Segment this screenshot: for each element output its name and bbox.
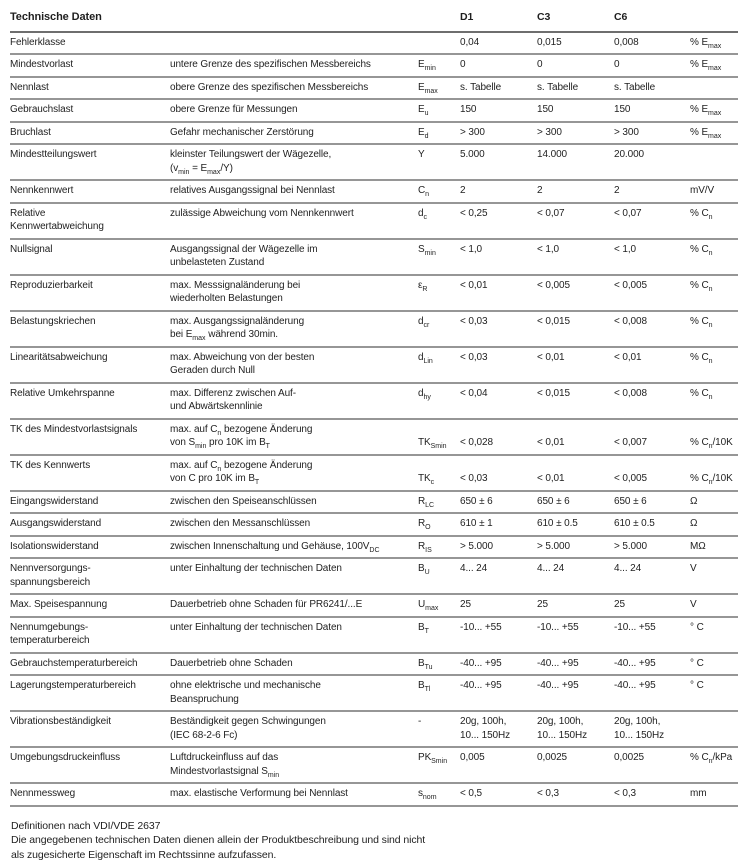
cell-c3: 150	[537, 99, 614, 122]
cell-c6: < 0,01	[614, 347, 690, 383]
cell-desc: unter Einhaltung der technischen Daten	[170, 558, 418, 594]
page-title: Technische Daten	[10, 7, 170, 32]
cell-c3: < 0,01	[537, 419, 614, 455]
table-row	[10, 383, 738, 419]
cell-d1: 2	[460, 180, 537, 203]
cell-c3: < 0,01	[537, 455, 614, 491]
table-row	[10, 455, 738, 491]
cell-name: Belastungskriechen	[10, 311, 170, 347]
cell-c6: 20g, 100h, 10... 150Hz	[614, 711, 690, 747]
footnote-disclaimer-line1: Die angegebenen technischen Daten dienen allein der Produktbeschreibung und sind nicht	[11, 833, 737, 848]
table-row	[10, 675, 738, 711]
cell-d1: 4... 24	[460, 558, 537, 594]
cell-d1: > 5.000	[460, 536, 537, 559]
cell-desc: kleinster Teilungswert der Wägezelle, $(v_{min} = E_{max}/Y)$	[170, 144, 418, 180]
cell-unit: % $C_n$	[690, 275, 738, 311]
cell-d1: < 0,03	[460, 347, 537, 383]
cell-name: Nennkennwert	[10, 180, 170, 203]
cell-symbol: $S_{min}$	[418, 239, 460, 275]
cell-unit: Ω	[690, 513, 738, 536]
cell-name: Nennumgebungs- temperaturbereich	[10, 617, 170, 653]
cell-desc: obere Grenze für Messungen	[170, 99, 418, 122]
cell-symbol: $d_{cr}$	[418, 311, 460, 347]
cell-desc: ohne elektrische und mechanische Beanspruchung	[170, 675, 418, 711]
cell-c6: < 0,005	[614, 275, 690, 311]
cell-unit	[690, 711, 738, 747]
cell-unit: % $E_{max}$	[690, 99, 738, 122]
cell-d1: -40... +95	[460, 653, 537, 676]
cell-symbol: $PK_{Smin}$	[418, 747, 460, 783]
cell-d1: < 0,04	[460, 383, 537, 419]
cell-d1: 610 ± 1	[460, 513, 537, 536]
cell-name: Bruchlast	[10, 122, 170, 145]
cell-name: Nullsignal	[10, 239, 170, 275]
cell-symbol: $B_{Tu}$	[418, 653, 460, 676]
header-spacer-symbol	[418, 7, 460, 32]
cell-c3: s. Tabelle	[537, 77, 614, 100]
cell-c6: < 0,008	[614, 311, 690, 347]
cell-d1: 0	[460, 54, 537, 77]
cell-symbol: $C_n$	[418, 180, 460, 203]
cell-desc: max. Differenz zwischen Auf- und Abwärtskennlinie	[170, 383, 418, 419]
cell-desc: Ausgangssignal der Wägezelle im unbelasteten Zustand	[170, 239, 418, 275]
cell-c6: 150	[614, 99, 690, 122]
cell-c3: 0,015	[537, 32, 614, 55]
cell-desc: relatives Ausgangssignal bei Nennlast	[170, 180, 418, 203]
cell-unit: % $C_n/10K$	[690, 455, 738, 491]
cell-c6: 25	[614, 594, 690, 617]
cell-c6: < 0,007	[614, 419, 690, 455]
table-row	[10, 54, 738, 77]
cell-c3: -40... +95	[537, 675, 614, 711]
table-row	[10, 783, 738, 806]
table-row	[10, 77, 738, 100]
cell-desc: zulässige Abweichung vom Nennkennwert	[170, 203, 418, 239]
cell-c3: < 0,01	[537, 347, 614, 383]
cell-unit: % $C_n$	[690, 239, 738, 275]
footnote-disclaimer-line2: als zugesicherte Eigenschaft im Rechtssinne aufzufassen.	[11, 848, 737, 862]
cell-symbol: $s_{nom}$	[418, 783, 460, 806]
table-row	[10, 180, 738, 203]
cell-d1: < 0,25	[460, 203, 537, 239]
cell-unit: ° C	[690, 617, 738, 653]
cell-c6: 650 ± 6	[614, 491, 690, 514]
cell-desc	[170, 32, 418, 55]
cell-c6: 0	[614, 54, 690, 77]
table-row	[10, 144, 738, 180]
cell-d1: < 0,03	[460, 455, 537, 491]
cell-c6: < 0,07	[614, 203, 690, 239]
cell-c3: < 0,07	[537, 203, 614, 239]
table-row	[10, 275, 738, 311]
table-row	[10, 747, 738, 783]
cell-name: Mindestvorlast	[10, 54, 170, 77]
footnote-definitions: Definitionen nach VDI/VDE 2637	[11, 819, 737, 834]
cell-unit: % $C_n/10K$	[690, 419, 738, 455]
header-spacer-description	[170, 7, 418, 32]
cell-name: Nennversorgungs- spannungsbereich	[10, 558, 170, 594]
cell-c6: -40... +95	[614, 653, 690, 676]
column-header-c3: C3	[537, 7, 614, 32]
technical-data-table	[10, 7, 738, 807]
table-row	[10, 536, 738, 559]
cell-name: Gebrauchslast	[10, 99, 170, 122]
table-row	[10, 311, 738, 347]
cell-c6: > 300	[614, 122, 690, 145]
column-header-c6: C6	[614, 7, 690, 32]
cell-name: TK des Kennwerts	[10, 455, 170, 491]
cell-desc: Dauerbetrieb ohne Schaden für PR6241/...E	[170, 594, 418, 617]
cell-name: Relative Umkehrspanne	[10, 383, 170, 419]
cell-c6: < 0,005	[614, 455, 690, 491]
cell-c3: < 0,3	[537, 783, 614, 806]
cell-desc: unter Einhaltung der technischen Daten	[170, 617, 418, 653]
cell-desc: Gefahr mechanischer Zerstörung	[170, 122, 418, 145]
cell-c3: -10... +55	[537, 617, 614, 653]
cell-symbol: $\varepsilon_R$	[418, 275, 460, 311]
cell-desc: obere Grenze des spezifischen Messbereichs	[170, 77, 418, 100]
cell-c3: 4... 24	[537, 558, 614, 594]
cell-c3: 610 ± 0.5	[537, 513, 614, 536]
cell-symbol: $E_{min}$	[418, 54, 460, 77]
cell-d1: 25	[460, 594, 537, 617]
cell-symbol: $B_U$	[418, 558, 460, 594]
cell-c6: < 1,0	[614, 239, 690, 275]
cell-unit: ° C	[690, 653, 738, 676]
cell-d1: < 0,5	[460, 783, 537, 806]
cell-symbol: $U_{max}$	[418, 594, 460, 617]
cell-unit: % $C_n$/kPa	[690, 747, 738, 783]
cell-symbol: $E_{max}$	[418, 77, 460, 100]
cell-d1: -40... +95	[460, 675, 537, 711]
cell-c6: 0,008	[614, 32, 690, 55]
cell-c3: 25	[537, 594, 614, 617]
cell-d1: 650 ± 6	[460, 491, 537, 514]
cell-c3: < 0,005	[537, 275, 614, 311]
cell-symbol: $d_{hy}$	[418, 383, 460, 419]
cell-desc: Dauerbetrieb ohne Schaden	[170, 653, 418, 676]
cell-name: Fehlerklasse	[10, 32, 170, 55]
cell-c3: -40... +95	[537, 653, 614, 676]
cell-unit: % $E_{max}$	[690, 122, 738, 145]
cell-d1: < 0,028	[460, 419, 537, 455]
cell-symbol	[418, 32, 460, 55]
table-row	[10, 122, 738, 145]
cell-c6: < 0,008	[614, 383, 690, 419]
cell-unit: Ω	[690, 491, 738, 514]
cell-symbol: $B_T$	[418, 617, 460, 653]
cell-name: Eingangswiderstand	[10, 491, 170, 514]
cell-c3: 0,0025	[537, 747, 614, 783]
cell-unit: % $C_n$	[690, 203, 738, 239]
cell-desc: max. auf $C_n$ bezogene Änderung von C pro 10K im $B_T$	[170, 455, 418, 491]
cell-desc: zwischen den Messanschlüssen	[170, 513, 418, 536]
cell-c3: 650 ± 6	[537, 491, 614, 514]
cell-c6: s. Tabelle	[614, 77, 690, 100]
cell-d1: 20g, 100h, 10... 150Hz	[460, 711, 537, 747]
cell-d1: s. Tabelle	[460, 77, 537, 100]
cell-desc: max. Messsignaländerung bei wiederholten Belastungen	[170, 275, 418, 311]
cell-c6: 4... 24	[614, 558, 690, 594]
cell-desc: max. Abweichung von der besten Geraden durch Null	[170, 347, 418, 383]
footnote	[11, 819, 737, 862]
cell-unit: mV/V	[690, 180, 738, 203]
cell-c3: < 1,0	[537, 239, 614, 275]
cell-symbol: $E_u$	[418, 99, 460, 122]
table-body	[10, 32, 738, 806]
cell-c6: 20.000	[614, 144, 690, 180]
table-row	[10, 617, 738, 653]
cell-c6: 0,0025	[614, 747, 690, 783]
cell-unit: mm	[690, 783, 738, 806]
header-spacer-unit	[690, 7, 738, 32]
cell-c3: 14.000	[537, 144, 614, 180]
cell-unit: % $E_{max}$	[690, 54, 738, 77]
cell-symbol: $d_{Lin}$	[418, 347, 460, 383]
cell-c3: < 0,015	[537, 311, 614, 347]
cell-name: Reproduzierbarkeit	[10, 275, 170, 311]
cell-desc: Luftdruckeinfluss auf das Mindestvorlastsignal $S_{min}$	[170, 747, 418, 783]
table-header-row	[10, 7, 738, 32]
cell-c6: -10... +55	[614, 617, 690, 653]
table-row	[10, 653, 738, 676]
table-row	[10, 711, 738, 747]
table-row	[10, 594, 738, 617]
cell-c6: 2	[614, 180, 690, 203]
cell-c6: < 0,3	[614, 783, 690, 806]
cell-desc: Beständigkeit gegen Schwingungen (IEC 68-2-6 Fc)	[170, 711, 418, 747]
cell-unit: % $E_{max}$	[690, 32, 738, 55]
cell-symbol: $TK_c$	[418, 455, 460, 491]
cell-unit: % $C_n$	[690, 311, 738, 347]
cell-name: Nennmessweg	[10, 783, 170, 806]
cell-symbol: $E_d$	[418, 122, 460, 145]
cell-desc: max. Ausgangssignaländerung bei $E_{max}$ während 30min.	[170, 311, 418, 347]
cell-name: Gebrauchstemperaturbereich	[10, 653, 170, 676]
cell-c3: 0	[537, 54, 614, 77]
cell-unit: % $C_n$	[690, 347, 738, 383]
cell-name: Mindestteilungswert	[10, 144, 170, 180]
cell-d1: < 0,03	[460, 311, 537, 347]
cell-unit	[690, 77, 738, 100]
cell-c6: > 5.000	[614, 536, 690, 559]
table-row	[10, 203, 738, 239]
cell-desc: zwischen den Speiseanschlüssen	[170, 491, 418, 514]
cell-unit: ° C	[690, 675, 738, 711]
cell-name: Relative Kennwertabweichung	[10, 203, 170, 239]
cell-symbol: $R_O$	[418, 513, 460, 536]
table-row	[10, 419, 738, 455]
cell-unit: V	[690, 594, 738, 617]
table-row	[10, 491, 738, 514]
cell-d1: > 300	[460, 122, 537, 145]
table-row	[10, 347, 738, 383]
cell-symbol: $R_{LC}$	[418, 491, 460, 514]
cell-desc: max. elastische Verformung bei Nennlast	[170, 783, 418, 806]
cell-c3: < 0,015	[537, 383, 614, 419]
cell-desc: max. auf $C_n$ bezogene Änderung von $S_{min}$ pro 10K im $B_T$	[170, 419, 418, 455]
cell-name: Umgebungsdruckeinfluss	[10, 747, 170, 783]
cell-d1: 5.000	[460, 144, 537, 180]
table-row	[10, 513, 738, 536]
cell-c3: 2	[537, 180, 614, 203]
cell-name: Isolationswiderstand	[10, 536, 170, 559]
table-row	[10, 239, 738, 275]
cell-c3: > 300	[537, 122, 614, 145]
cell-unit: V	[690, 558, 738, 594]
cell-desc: zwischen Innenschaltung und Gehäuse, $100V_{DC}$	[170, 536, 418, 559]
cell-unit	[690, 144, 738, 180]
cell-c6: -40... +95	[614, 675, 690, 711]
cell-d1: 0,04	[460, 32, 537, 55]
cell-d1: -10... +55	[460, 617, 537, 653]
table-row	[10, 99, 738, 122]
cell-symbol: Y	[418, 144, 460, 180]
cell-c3: > 5.000	[537, 536, 614, 559]
cell-symbol: $d_c$	[418, 203, 460, 239]
cell-c6: 610 ± 0.5	[614, 513, 690, 536]
cell-c3: 20g, 100h, 10... 150Hz	[537, 711, 614, 747]
cell-name: Max. Speisespannung	[10, 594, 170, 617]
cell-d1: 0,005	[460, 747, 537, 783]
cell-unit: MΩ	[690, 536, 738, 559]
cell-name: TK des Mindestvorlastsignals	[10, 419, 170, 455]
cell-name: Vibrationsbeständigkeit	[10, 711, 170, 747]
cell-desc: untere Grenze des spezifischen Messbereichs	[170, 54, 418, 77]
cell-name: Lagerungstemperaturbereich	[10, 675, 170, 711]
cell-symbol: $B_{Tl}$	[418, 675, 460, 711]
cell-symbol: $R_{IS}$	[418, 536, 460, 559]
cell-name: Linearitätsabweichung	[10, 347, 170, 383]
cell-name: Ausgangswiderstand	[10, 513, 170, 536]
column-header-d1: D1	[460, 7, 537, 32]
cell-d1: 150	[460, 99, 537, 122]
table-row	[10, 558, 738, 594]
table-row	[10, 32, 738, 55]
cell-d1: < 0,01	[460, 275, 537, 311]
cell-name: Nennlast	[10, 77, 170, 100]
cell-symbol: $TK_{Smin}$	[418, 419, 460, 455]
cell-d1: < 1,0	[460, 239, 537, 275]
cell-unit: % $C_n$	[690, 383, 738, 419]
cell-symbol: -	[418, 711, 460, 747]
